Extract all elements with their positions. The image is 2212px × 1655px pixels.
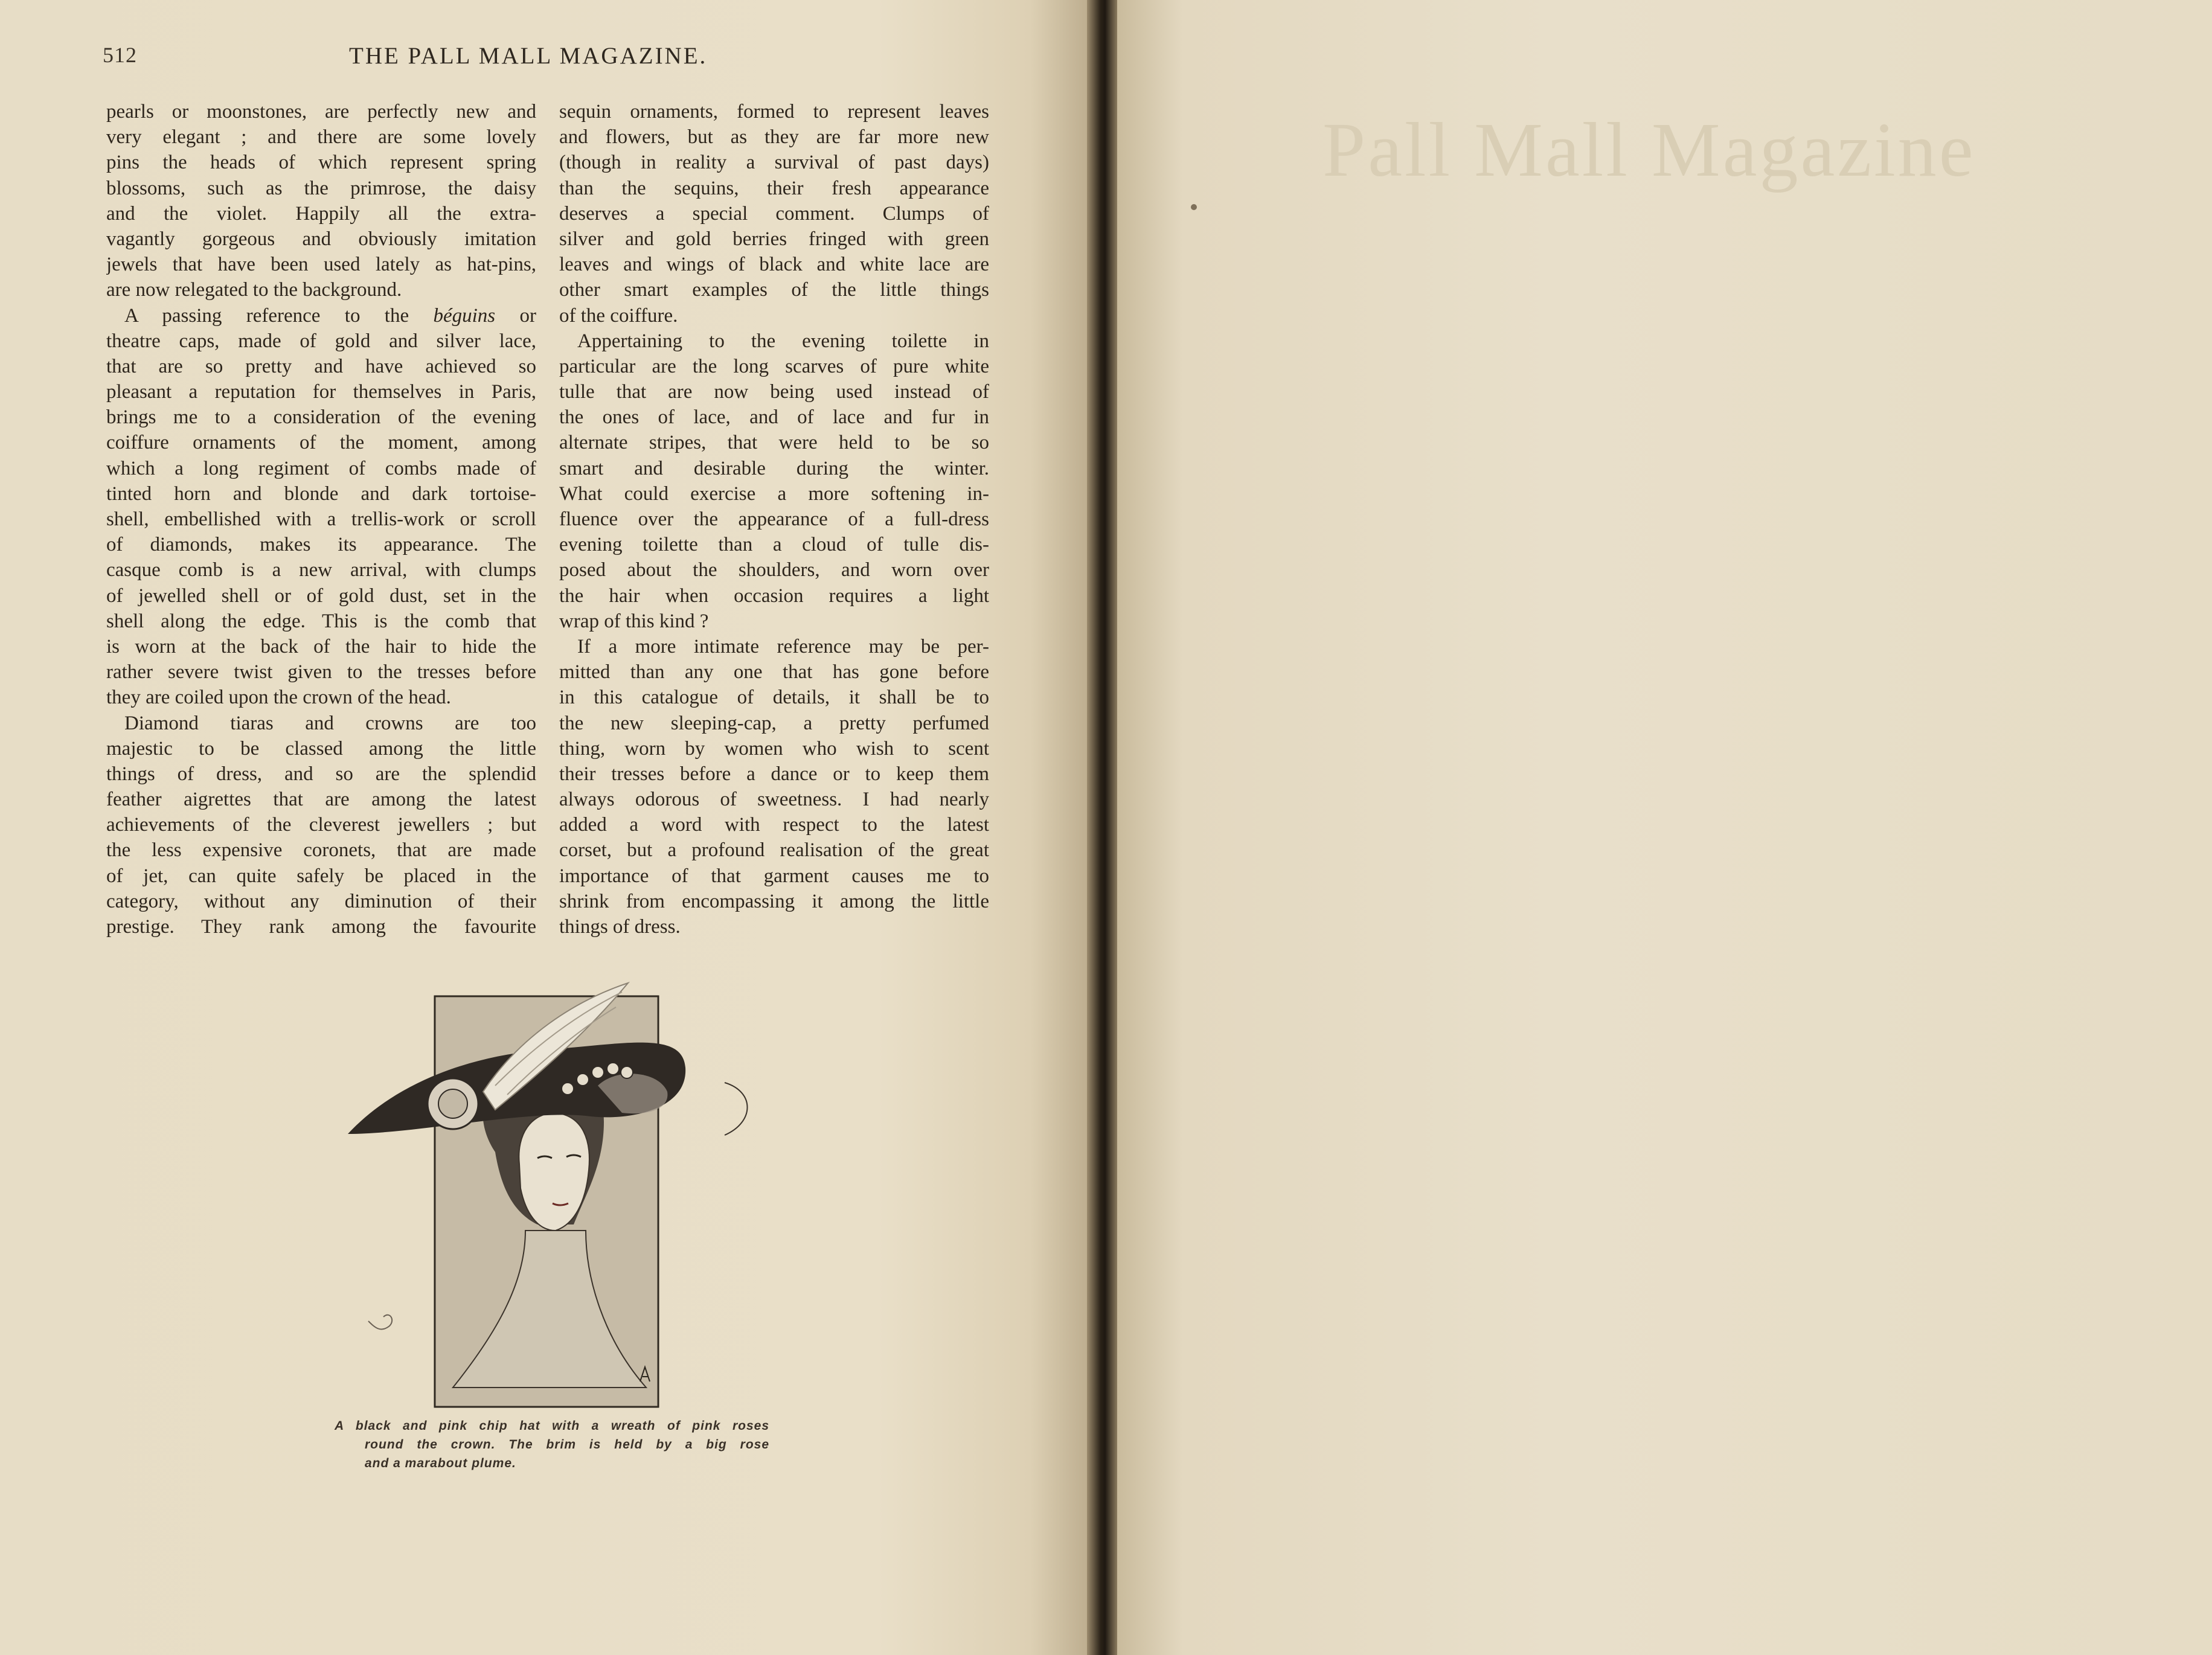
left-page [0,0,1096,1655]
rose-center [438,1089,467,1118]
wreath-rose [621,1066,633,1078]
text-line: fluence over the appearance of a full-dress [559,508,989,530]
text-line: pearls or moonstones, are perfectly new and [106,101,536,123]
text-run: or [495,304,536,327]
text-line: shrink from encompassing it among the little [559,890,989,912]
text-line: brings me to a consideration of the evening [106,406,536,429]
text-line: of the coiffure. [559,304,678,327]
text-line: and flowers, but as they are far more new [559,126,989,149]
text-line: things of dress, and so are the splendid [106,763,536,785]
text-line: smart and desirable during the winter. [559,457,989,479]
running-head [103,42,984,78]
text-line: and the violet. Happily all the extra- [106,202,536,225]
caption-line: round the crown. The brim is held by a big rose [365,1438,769,1452]
text-line: thing, worn by women who wish to scent [559,737,989,760]
text-line: rather severe twist given to the tresses before [106,661,536,683]
text-line: achievements of the cleverest jewellers ; but [106,814,536,836]
book-spine-gutter [1087,0,1117,1655]
text-line: very elegant ; and there are some lovely [106,126,536,149]
paper-fleck [1191,204,1197,210]
text-line: evening toilette than a cloud of tulle dis- [559,534,989,556]
text-line: coiffure ornaments of the moment, among [106,432,536,454]
text-line: majestic to be classed among the little [106,737,536,760]
page-number: 512 [103,43,137,67]
wreath-rose [577,1074,589,1086]
text-line: tulle that are now being used instead of [559,381,989,403]
text-line: in this catalogue of details, it shall be to [559,687,989,709]
text-line: shell along the edge. This is the comb that [106,610,536,632]
caption-line: and a marabout plume. [365,1456,516,1470]
text-line: alternate stripes, that were held to be so [559,432,989,454]
text-line: What could exercise a more softening in- [559,482,989,505]
text-line: blossoms, such as the primrose, the daisy [106,177,536,199]
text-line: leaves and wings of black and white lace are [559,254,989,276]
text-line: that are so pretty and have achieved so [106,355,536,377]
wreath-rose [592,1066,604,1078]
text-line: wrap of this kind ? [559,610,709,632]
text-line: category, without any diminution of their [106,890,536,912]
text-line: than the sequins, their fresh appearance [559,177,989,199]
text-line: the new sleeping-cap, a pretty perfumed [559,712,989,734]
text-line: of jet, can quite safely be placed in the [106,865,536,887]
text-line: posed about the shoulders, and worn over [559,559,989,581]
brim-sketch-line [725,1083,748,1135]
faded-show-through-title: Pall Mall Magazine [1322,107,1976,193]
illustration-caption [335,1417,769,1473]
text-line: mitted than any one that has gone before [559,661,989,683]
text-line: sequin ornaments, formed to represent leaves [559,101,989,123]
text-line: prestige. They rank among the favourite [106,916,536,938]
text-line: silver and gold berries fringed with green [559,228,989,250]
text-line: importance of that garment causes me to [559,865,989,887]
text-line: of jewelled shell or of gold dust, set in the [106,584,536,607]
text-line: theatre caps, made of gold and silver lace, [106,330,536,352]
text-line: pleasant a reputation for themselves in Paris, [106,381,536,403]
text-line: feather aigrettes that are among the latest [106,789,536,811]
text-line: are now relegated to the background. [106,279,402,301]
text-line: particular are the long scarves of pure white [559,355,989,377]
text-line: casque comb is a new arrival, with clumps [106,559,536,581]
text-line: the less expensive coronets, that are made [106,839,536,862]
text-line: corset, but a profound realisation of the great [559,839,989,862]
text-line: vagantly gorgeous and obviously imitation [106,228,536,250]
article-column-right [559,99,989,956]
right-page [1117,0,2212,1655]
text-line: their tresses before a dance or to keep them [559,763,989,785]
text-line: they are coiled upon the crown of the head. [106,687,451,709]
text-line: (though in reality a survival of past days) [559,152,989,174]
text-line-with-italic [106,303,536,328]
text-line: added a word with respect to the latest [559,814,989,836]
text-line: Diamond tiaras and crowns are too [124,712,536,734]
text-line: pins the heads of which represent spring [106,152,536,174]
wreath-rose [562,1083,574,1095]
text-line: the ones of lace, and of lace and fur in [559,406,989,429]
wreath-rose [607,1063,619,1075]
text-line: tinted horn and blonde and dark tortoise- [106,482,536,505]
text-line: things of dress. [559,916,681,938]
text-run: A passing reference to the [124,304,409,327]
text-line: which a long regiment of combs made of [106,457,536,479]
sketch-flourish [368,1315,392,1330]
text-line: Appertaining to the evening toilette in [577,330,989,352]
text-line: If a more intimate reference may be per- [577,635,989,658]
magazine-title: THE PALL MALL MAGAZINE. [349,43,708,69]
text-line: is worn at the back of the hair to hide the [106,635,536,658]
text-line: of diamonds, makes its appearance. The [106,534,536,556]
italic-word: béguins [433,304,496,327]
text-line: jewels that have been used lately as hat-pins, [106,254,536,276]
text-line: the hair when occasion requires a light [559,584,989,607]
text-line: other smart examples of the little things [559,279,989,301]
hat-illustration [344,965,767,1412]
text-line: deserves a special comment. Clumps of [559,202,989,225]
text-line: shell, embellished with a trellis-work or scroll [106,508,536,530]
caption-line: A black and pink chip hat with a wreath of pink roses [335,1419,769,1433]
article-column-left [106,99,536,956]
text-line: always odorous of sweetness. I had nearly [559,789,989,811]
